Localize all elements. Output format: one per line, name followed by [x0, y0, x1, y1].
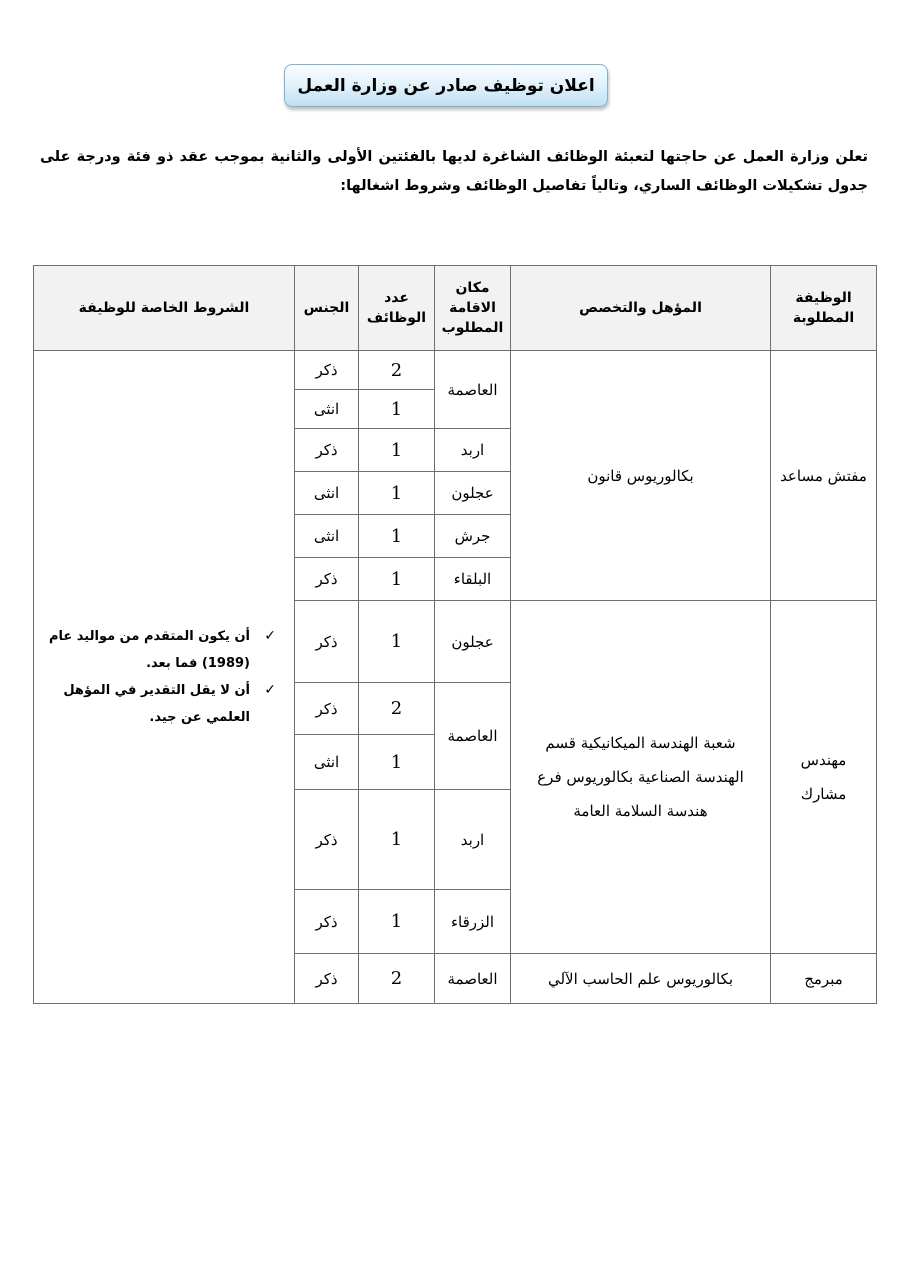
qualification-cell: شعبة الهندسة الميكانيكية قسم الهندسة الصناعية بكالوريوس فرع هندسة السلامة العامة: [511, 601, 771, 954]
gender-cell: انثى: [295, 472, 359, 515]
count-cell: 1: [359, 790, 435, 890]
header-gender: الجنس: [295, 266, 359, 351]
location-cell: اربد: [435, 429, 511, 472]
announcement-title: اعلان توظيف صادر عن وزارة العمل: [284, 64, 608, 107]
count-cell: 1: [359, 558, 435, 601]
gender-cell: ذكر: [295, 890, 359, 954]
header-qualification: المؤهل والتخصص: [511, 266, 771, 351]
location-cell: عجلون: [435, 472, 511, 515]
count-cell: 1: [359, 472, 435, 515]
count-cell: 2: [359, 683, 435, 735]
header-job: الوظيفة المطلوبة: [771, 266, 877, 351]
count-cell: 1: [359, 515, 435, 558]
location-cell: اربد: [435, 790, 511, 890]
gender-cell: ذكر: [295, 601, 359, 683]
job-title-cell: مهندس مشارك: [771, 601, 877, 954]
location-cell: البلقاء: [435, 558, 511, 601]
job-title-cell: مبرمج: [771, 954, 877, 1004]
location-cell: الزرقاء: [435, 890, 511, 954]
gender-cell: ذكر: [295, 790, 359, 890]
conditions-list: [44, 623, 276, 731]
header-location: مكان الاقامة المطلوب: [435, 266, 511, 351]
gender-cell: ذكر: [295, 558, 359, 601]
qualification-cell: بكالوريوس قانون: [511, 351, 771, 601]
table-row: [34, 351, 877, 390]
job-title-cell: مفتش مساعد: [771, 351, 877, 601]
gender-cell: ذكر: [295, 954, 359, 1004]
checkmark-icon: ✓: [264, 682, 276, 698]
count-cell: 2: [359, 954, 435, 1004]
gender-cell: انثى: [295, 390, 359, 429]
location-cell: العاصمة: [435, 954, 511, 1004]
count-cell: 1: [359, 601, 435, 683]
table-header-row: [34, 266, 877, 351]
count-cell: 1: [359, 429, 435, 472]
qualification-cell: بكالوريوس علم الحاسب الآلي: [511, 954, 771, 1004]
count-cell: 1: [359, 735, 435, 790]
gender-cell: ذكر: [295, 683, 359, 735]
header-conditions: الشروط الخاصة للوظيفة: [34, 266, 295, 351]
count-cell: 1: [359, 890, 435, 954]
gender-cell: انثى: [295, 515, 359, 558]
count-cell: 2: [359, 351, 435, 390]
condition-item: ✓ أن لا يقل التقدير في المؤهل العلمي عن جيد.: [44, 677, 276, 731]
condition-item: ✓ أن يكون المتقدم من مواليد عام (1989) فما بعد.: [44, 623, 276, 677]
gender-cell: انثى: [295, 735, 359, 790]
count-cell: 1: [359, 390, 435, 429]
location-cell: العاصمة: [435, 683, 511, 790]
gender-cell: ذكر: [295, 429, 359, 472]
conditions-cell: [34, 351, 295, 1004]
intro-paragraph: تعلن وزارة العمل عن حاجتها لتعبئة الوظائف الشاغرة لديها بالفئتين الأولى والثانية بموجب عقد ذو فئة ودرجة على جدول تشكيلات الوظائف الساري، وتالياً تفاصيل الوظائف وشروط اشغالها:: [40, 149, 868, 194]
gender-cell: ذكر: [295, 351, 359, 390]
header-count: عدد الوظائف: [359, 266, 435, 351]
location-cell: عجلون: [435, 601, 511, 683]
jobs-table: [33, 265, 877, 1004]
checkmark-icon: ✓: [264, 628, 276, 644]
location-cell: جرش: [435, 515, 511, 558]
location-cell: العاصمة: [435, 351, 511, 429]
